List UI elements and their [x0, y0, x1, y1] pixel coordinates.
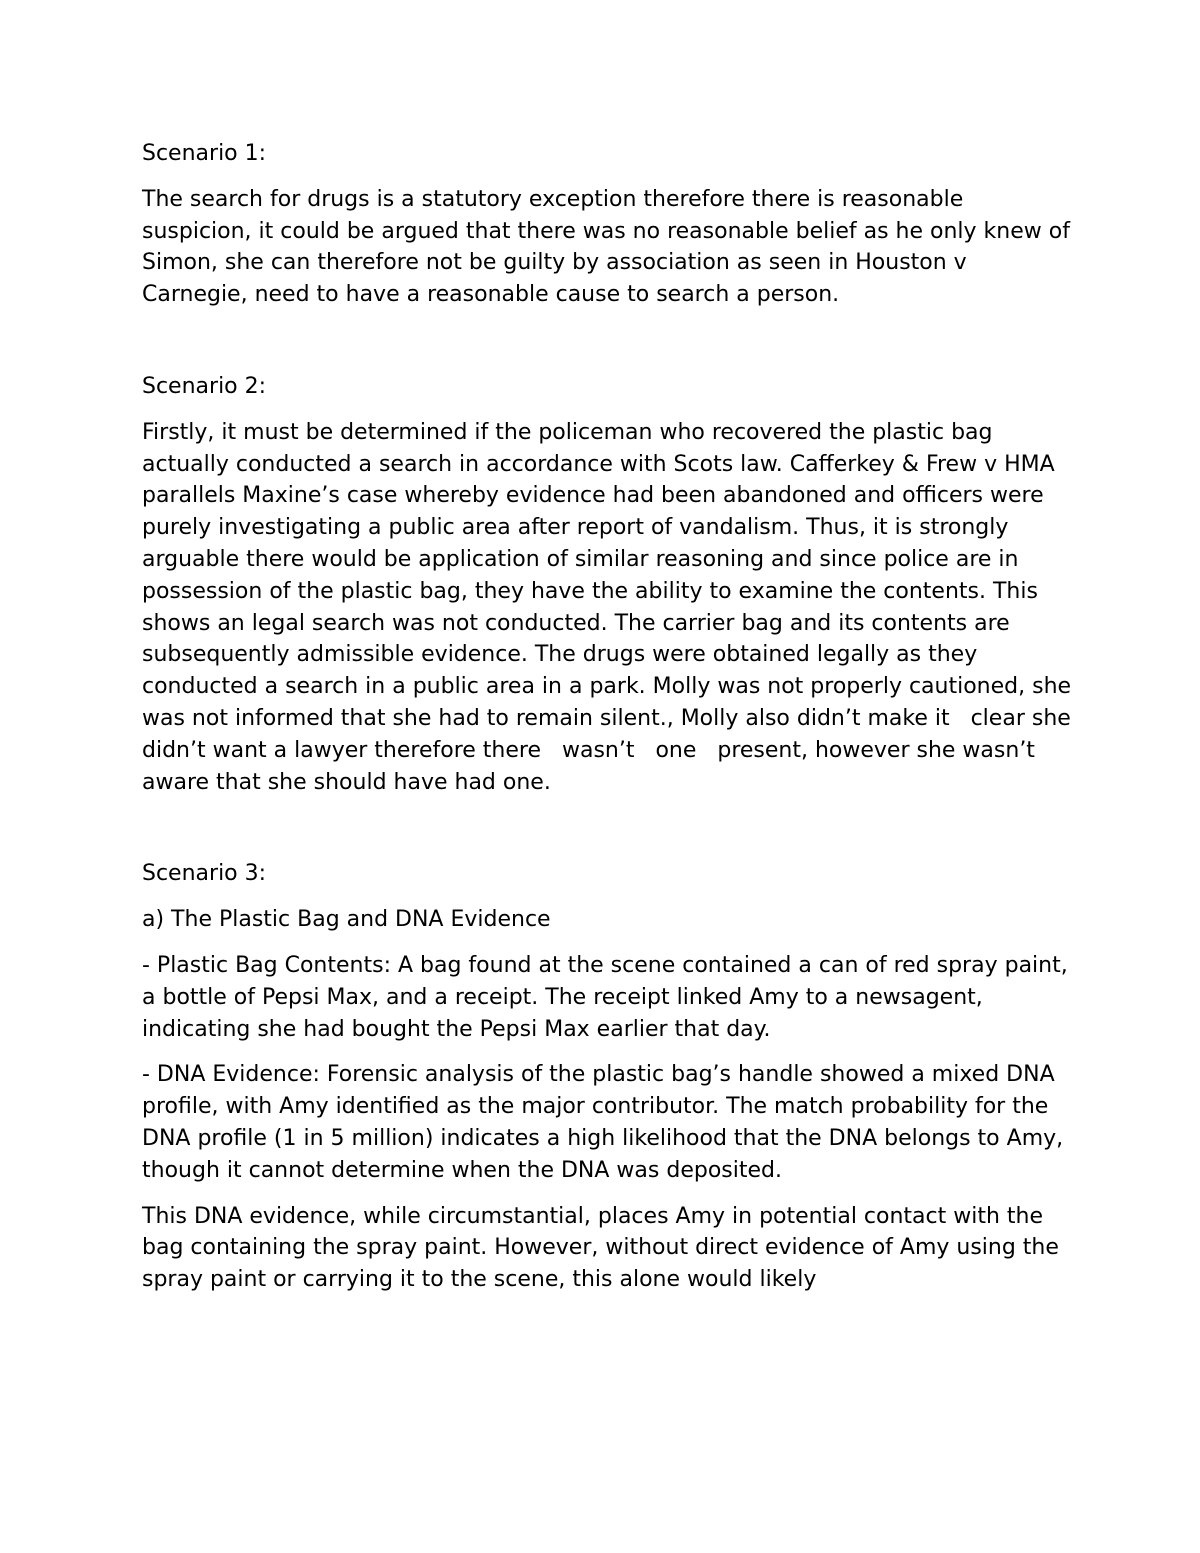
scenario-3-bullet-plastic-bag: - Plastic Bag Contents: A bag found at the scene contained a can of red spray paint, a bottle of Pepsi Max, and a receipt. The receipt linked Amy to a newsagent, indicating she had bought the Pepsi Max earlier that day. [142, 952, 1075, 1042]
scenario-3-heading: Scenario 3: [142, 861, 267, 887]
scenario-3-subheading: a) The Plastic Bag and DNA Evidence [142, 907, 551, 933]
scenario-2-paragraph: Firstly, it must be determined if the policeman who recovered the plastic bag actually conducted a search in accordance with Scots law. Cafferkey & Frew v HMA parallels Maxine’s case whereby evidence had been abandoned and officers were purely investigating a public area after report of vandalism. Thus, it is strongly arguable there would be application of similar reasoning and since police are in possession of the plastic bag, they have the ability to examine the contents. This shows an legal search was not conducted. The carrier bag and its contents are subsequently admissible evidence. The drugs were obtained legally as they conducted a search in a public area in a park. Molly was not properly cautioned, she was not informed that she had to remain silent., Molly also didn’t make it clear she didn’t want a lawyer therefore there wasn’t one present, however she wasn’t aware that she should have had one. [142, 419, 1079, 795]
scenario-3-paragraph: This DNA evidence, while circumstantial, places Amy in potential contact with the bag containing the spray paint. However, without direct evidence of Amy using the spray paint or carrying it to the scene, this alone would likely [142, 1203, 1066, 1293]
scenario-1-heading: Scenario 1: [142, 141, 267, 166]
scenario-3-bullet-dna: - DNA Evidence: Forensic analysis of the plastic bag’s handle showed a mixed DNA profile, with Amy identified as the major contributor. The match probability for the DNA profile (1 in 5 million) indicates a high likelihood that the DNA belongs to Amy, though it cannot determine when the DNA was deposited. [142, 1062, 1071, 1183]
document-body [142, 138, 1079, 1310]
scenario-2-heading: Scenario 2: [142, 373, 267, 399]
scenario-1-paragraph: The search for drugs is a statutory exception therefore there is reasonable suspicion, it could be argued that there was no reasonable belief as he only knew of Simon, she can therefore not be guilty by association as seen in Houston v Carnegie, need to have a reasonable cause to search a person. [142, 186, 1077, 308]
